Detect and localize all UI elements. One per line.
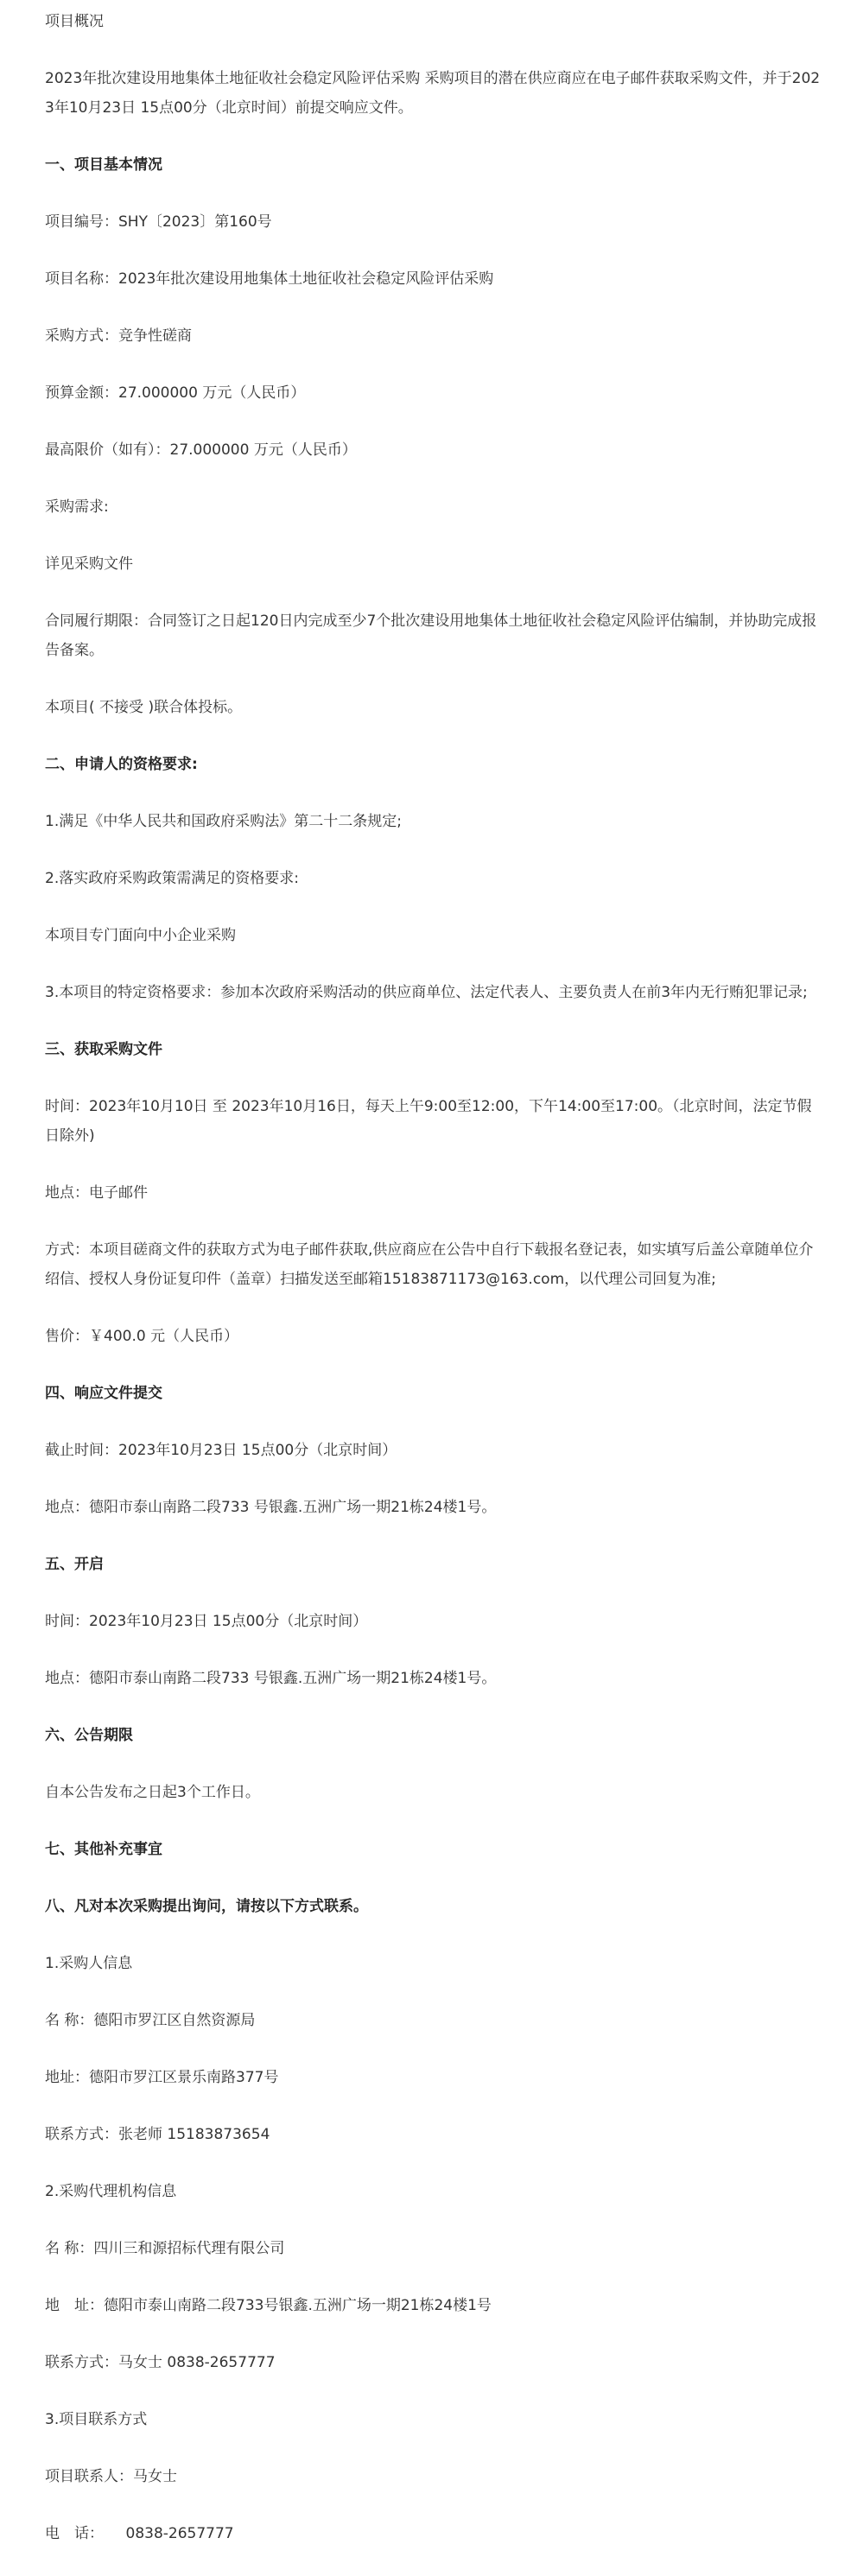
obtain-place: 地点：电子邮件	[45, 1184, 148, 1202]
qualification-item-2-detail: 本项目专门面向中小企业采购	[45, 927, 236, 944]
overview-text: 2023年批次建设用地集体土地征收社会稳定风险评估采购 采购项目的潜在供应商应在电子邮件获取采购文件，并于2023年10月23日 15点00分（北京时间）前提交响应文件。	[45, 70, 821, 117]
contract-period: 合同履行期限：合同签订之日起120日内完成至少7个批次建设用地集体土地征收社会稳定风险评估编制，并协助完成报告备案。	[45, 612, 817, 659]
purchaser-name: 名 称：德阳市罗江区自然资源局	[45, 2012, 256, 2029]
section4-heading: 四、响应文件提交	[45, 1385, 162, 1402]
announcement-document	[45, 7, 822, 2576]
purchaser-address: 地址：德阳市罗江区景乐南路377号	[45, 2069, 279, 2086]
qualification-item-3: 3.本项目的特定资格要求：参加本次政府采购活动的供应商单位、法定代表人、主要负责人在前3年内无行贿犯罪记录;	[45, 984, 808, 1001]
qualification-item-2: 2.落实政府采购政策需满足的资格要求:	[45, 870, 299, 887]
agency-title: 2.采购代理机构信息	[45, 2183, 177, 2200]
obtain-time: 时间：2023年10月10日 至 2023年10月16日，每天上午9:00至12:00，下午14:00至17:00。（北京时间，法定节假日除外)	[45, 1098, 812, 1145]
project-number: 项目编号：SHY〔2023〕第160号	[45, 213, 272, 231]
section6-heading: 六、公告期限	[45, 1727, 133, 1744]
agency-name: 名 称：四川三和源招标代理有限公司	[45, 2240, 285, 2257]
purchaser-title: 1.采购人信息	[45, 1955, 133, 1972]
project-contact-person: 项目联系人：马女士	[45, 2468, 177, 2485]
qualification-item-1: 1.满足《中华人民共和国政府采购法》第二十二条规定;	[45, 813, 402, 830]
section8-heading: 八、凡对本次采购提出询问，请按以下方式联系。	[45, 1898, 368, 1915]
section7-heading: 七、其他补充事宜	[45, 1841, 162, 1858]
notice-period: 自本公告发布之日起3个工作日。	[45, 1784, 260, 1801]
project-contact-phone: 电 话： 0838-2657777	[45, 2525, 234, 2542]
section1-heading: 一、项目基本情况	[45, 156, 162, 174]
procurement-method: 采购方式：竞争性磋商	[45, 327, 192, 345]
opening-time: 时间：2023年10月23日 15点00分（北京时间）	[45, 1613, 368, 1630]
demand-label: 采购需求:	[45, 498, 109, 516]
section5-heading: 五、开启	[45, 1556, 104, 1573]
agency-address: 地 址：德阳市泰山南路二段733号银鑫.五洲广场一期21栋24楼1号	[45, 2297, 492, 2314]
overview-title: 项目概况	[45, 13, 104, 30]
document-price: 售价：￥400.0 元（人民币）	[45, 1328, 239, 1345]
purchaser-contact: 联系方式：张老师 15183873654	[45, 2126, 270, 2143]
agency-contact: 联系方式：马女士 0838-2657777	[45, 2354, 276, 2371]
max-price: 最高限价（如有）：27.000000 万元（人民币）	[45, 441, 357, 459]
budget-amount: 预算金额：27.000000 万元（人民币）	[45, 384, 306, 402]
section2-heading: 二、申请人的资格要求:	[45, 756, 198, 773]
opening-place: 地点：德阳市泰山南路二段733 号银鑫.五洲广场一期21栋24楼1号。	[45, 1670, 497, 1687]
demand-detail: 详见采购文件	[45, 555, 133, 573]
consortium-note: 本项目( 不接受 )联合体投标。	[45, 699, 243, 716]
submission-place: 地点：德阳市泰山南路二段733 号银鑫.五洲广场一期21栋24楼1号。	[45, 1499, 497, 1516]
obtain-way: 方式：本项目磋商文件的获取方式为电子邮件获取,供应商应在公告中自行下载报名登记表，如实填写后盖公章随单位介绍信、授权人身份证复印件（盖章）扫描发送至邮箱15183871173@163.com，以代理公司回复为准;	[45, 1241, 814, 1288]
section3-heading: 三、获取采购文件	[45, 1041, 162, 1058]
submission-deadline: 截止时间：2023年10月23日 15点00分（北京时间）	[45, 1442, 397, 1459]
project-contact-title: 3.项目联系方式	[45, 2411, 148, 2428]
project-name: 项目名称：2023年批次建设用地集体土地征收社会稳定风险评估采购	[45, 270, 494, 288]
